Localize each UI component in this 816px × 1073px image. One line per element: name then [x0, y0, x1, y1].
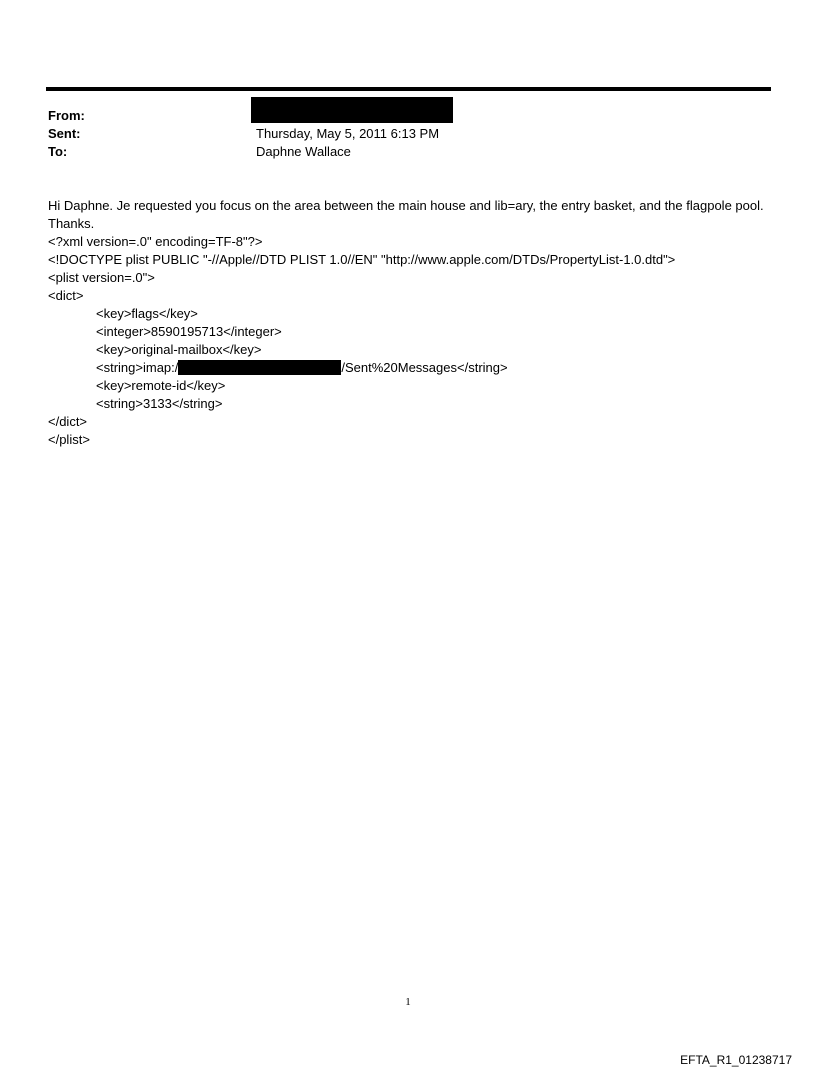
dict-open: <dict>: [48, 288, 84, 303]
bates-number: EFTA_R1_01238717: [680, 1053, 792, 1067]
key-remote-id: <key>remote-id</key>: [96, 378, 226, 393]
message-text: Hi Daphne. Je requested you focus on the area between the main house and lib=ary, the entry basket, and the flagpole pool. Thanks.: [48, 198, 764, 231]
sent-label: Sent:: [48, 126, 81, 141]
from-label: From:: [48, 108, 85, 123]
imap-redaction: [178, 360, 341, 375]
integer-flags: <integer>8590195713</integer>: [96, 324, 282, 339]
to-value: Daphne Wallace: [256, 144, 351, 159]
string-imap-prefix: <string>imap:/: [96, 360, 179, 375]
string-imap-suffix: /Sent%20Messages</string>: [341, 360, 508, 375]
sent-value: Thursday, May 5, 2011 6:13 PM: [256, 126, 440, 141]
key-flags: <key>flags</key>: [96, 306, 198, 321]
email-body: [48, 197, 773, 449]
header-rule: [46, 87, 771, 91]
doctype-line: <!DOCTYPE plist PUBLIC "-//Apple//DTD PLIST 1.0//EN" "http://www.apple.com/DTDs/PropertyList-1.0.dtd">: [48, 252, 676, 267]
string-imap-line: [48, 359, 773, 377]
plist-close: </plist>: [48, 432, 90, 447]
to-label: To:: [48, 144, 68, 159]
key-original-mailbox: <key>original-mailbox</key>: [96, 342, 262, 357]
string-remote-id: <string>3133</string>: [96, 396, 223, 411]
xml-declaration: <?xml version=.0" encoding=TF-8"?>: [48, 234, 263, 249]
dict-close: </dict>: [48, 414, 88, 429]
page-number: 1: [405, 996, 411, 1008]
plist-open: <plist version=.0">: [48, 270, 155, 285]
from-redaction: [251, 97, 453, 123]
